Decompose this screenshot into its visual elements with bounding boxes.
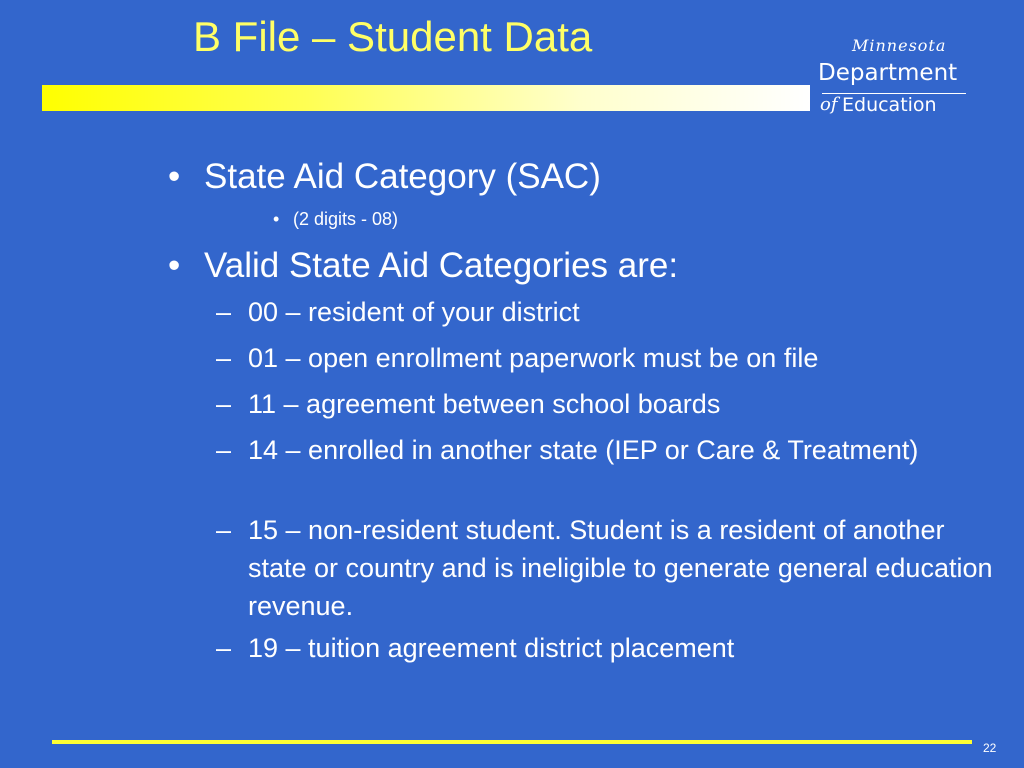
category-text: 19 – tuition agreement district placement xyxy=(248,633,735,663)
category-item-15 xyxy=(216,511,1008,625)
category-text: 15 – non-resident student. Student is a resident of another state or country and is ineligible to generate general education revenue. xyxy=(248,515,993,621)
dash-marker: – xyxy=(216,389,232,419)
bullet-text: Valid State Aid Categories are: xyxy=(204,246,679,285)
footer-divider xyxy=(52,740,972,744)
sub-bullet-digits xyxy=(273,209,399,231)
bullet-marker: • xyxy=(168,157,181,196)
dash-marker: – xyxy=(216,515,232,545)
category-text: 14 – enrolled in another state (IEP or Care & Treatment) xyxy=(248,435,919,465)
dash-marker: – xyxy=(216,297,232,327)
category-item-11 xyxy=(216,385,1003,423)
category-text: 11 – agreement between school boards xyxy=(248,389,721,419)
dash-marker: – xyxy=(216,343,232,373)
category-text: 01 – open enrollment paperwork must be on file xyxy=(248,343,819,373)
page-number: 22 xyxy=(983,741,997,755)
slide-title: B File – Student Data xyxy=(193,13,593,60)
dash-marker: – xyxy=(216,633,232,663)
bullet-sac xyxy=(168,156,601,198)
bullet-marker: • xyxy=(168,246,181,285)
bullet-marker: • xyxy=(273,209,280,229)
category-item-19 xyxy=(216,629,1003,667)
bullet-text: State Aid Category (SAC) xyxy=(204,157,601,196)
category-item-14 xyxy=(216,431,938,469)
bullet-valid-categories xyxy=(168,245,679,287)
bullet-text: (2 digits - 08) xyxy=(293,209,399,229)
logo-state-script: Minnesota xyxy=(852,36,947,55)
dash-marker: – xyxy=(216,435,232,465)
logo-education-text: Education xyxy=(842,94,937,116)
category-item-01 xyxy=(216,339,1003,377)
category-text: 00 – resident of your district xyxy=(248,297,580,327)
logo-department-text: Department xyxy=(818,60,958,86)
category-item-00 xyxy=(216,293,1003,331)
logo-of-script: of xyxy=(820,94,838,115)
